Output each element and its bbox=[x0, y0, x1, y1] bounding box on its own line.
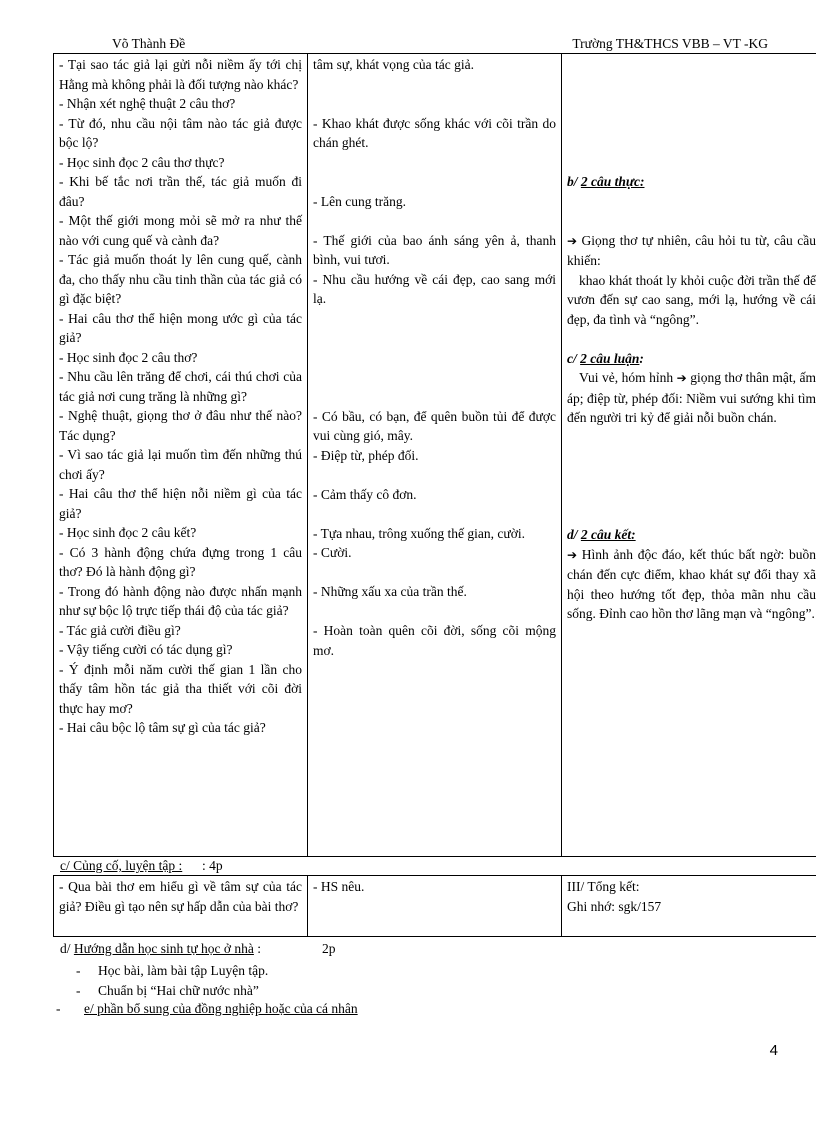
section-d-prefix: d/ bbox=[567, 527, 581, 542]
supplement-label: e/ phần bổ sung của đồng nghiệp hoặc của cá nhân bbox=[84, 1001, 358, 1016]
answer-item: - Điệp từ, phép đối. bbox=[313, 447, 419, 463]
question-item: - Hai câu thơ thể hiện mong ước gì của tác giả? bbox=[59, 310, 302, 345]
homework-time: 2p bbox=[322, 941, 336, 956]
lesson-table bbox=[53, 53, 816, 857]
answer-item: - Có bầu, có bạn, để quên buồn tủi để được vui cùng gió, mây. bbox=[313, 408, 556, 443]
section-d-label: 2 câu kết: bbox=[580, 527, 636, 542]
review-question: - Qua bài thơ em hiểu gì về tâm sự của tác giả? Điều gì tạo nên sự hấp dẫn của bài thơ? bbox=[54, 876, 308, 937]
section-b-label: 2 câu thực: bbox=[580, 174, 645, 189]
list-item: - Chuẩn bị “Hai chữ nước nhà” bbox=[76, 982, 259, 998]
content-column bbox=[562, 54, 816, 857]
section-d-title bbox=[567, 525, 816, 545]
section-c-text bbox=[567, 368, 816, 428]
section-c-text-2: giọng thơ thân mật, ấm áp; điệp từ, phép đối: Niềm vui sướng khi tìm đến người tri kỷ để giải nỗi buồn chán. bbox=[567, 370, 816, 425]
answer-item: - Lên cung trăng. bbox=[313, 193, 406, 209]
question-item: - Nhu cầu lên trăng để chơi, cái thú chơi của tác giả nơi cung trăng là những gì? bbox=[59, 369, 302, 404]
question-item: - Nhận xét nghệ thuật 2 câu thơ? bbox=[59, 96, 236, 111]
list-item: - Học bài, làm bài tập Luyện tập. bbox=[76, 963, 269, 978]
homework-item-text: Chuẩn bị “Hai chữ nước nhà” bbox=[98, 982, 259, 998]
review-summary bbox=[562, 876, 816, 937]
section-b-text bbox=[567, 231, 816, 271]
arrow-icon: ➔ bbox=[567, 547, 578, 562]
section-c-suffix: : bbox=[639, 350, 644, 366]
question-item: - Từ đó, nhu cầu nội tâm nào tác giả được bộc lộ? bbox=[59, 115, 302, 150]
homework-heading bbox=[60, 941, 261, 957]
question-item: - Tác giả cười điều gì? bbox=[59, 622, 181, 638]
answer-item: - Hoàn toàn quên cõi đời, sống cõi mộng mơ. bbox=[313, 623, 556, 658]
cung-co-heading: c/ Củng cố, luyện tập : bbox=[60, 858, 183, 873]
section-d-text-1: Hình ảnh độc đáo, kết thúc bất ngờ: buồn chán đến cực điểm, khao khát sự đổi thay xã hội theo hướng tốt đẹp, thỏa mãn nhu cầu sống. Đỉnh cao hồn thơ lãng mạn và “ngông”. bbox=[567, 546, 816, 621]
page-number: 4 bbox=[769, 1042, 778, 1059]
teacher-questions-column bbox=[54, 54, 308, 857]
section-c-label: 2 câu luận bbox=[580, 350, 640, 366]
answer-item: tâm sự, khát vọng của tác giả. bbox=[313, 57, 475, 72]
review-table bbox=[53, 875, 816, 937]
school-name: Trường TH&THCS VBB – VT -KG bbox=[572, 36, 768, 51]
question-item: - Tác giả muốn thoát ly lên cung quế, cành đa, cho thấy nhu cầu tinh thần của tác giả có gì đặc biệt? bbox=[59, 252, 302, 306]
section-b-title bbox=[567, 172, 816, 192]
arrow-icon: ➔ bbox=[676, 371, 687, 385]
question-item: - Học sinh đọc 2 câu thơ? bbox=[59, 349, 198, 365]
question-item: - Vì sao tác giả lại muốn tìm đến những thú chơi ấy? bbox=[59, 447, 302, 482]
question-item: - Vậy tiếng cười có tác dụng gì? bbox=[59, 642, 233, 657]
homework-prefix: d/ bbox=[60, 941, 74, 956]
homework-colon: : bbox=[253, 941, 262, 956]
author-name: Võ Thành Đề bbox=[112, 36, 186, 51]
homework-label: Hướng dẫn học sinh tự học ở nhà bbox=[73, 941, 254, 956]
cung-co-time: : 4p bbox=[202, 858, 223, 873]
section-c-title bbox=[567, 349, 816, 369]
summary-note: Ghi nhớ: sgk/157 bbox=[567, 898, 662, 914]
summary-title: III/ Tổng kết: bbox=[567, 879, 640, 894]
answer-item: - Thế giới của bao ánh sáng yên ả, thanh bình, vui tươi. bbox=[313, 232, 556, 267]
page-header bbox=[88, 36, 776, 54]
question-item: - Có 3 hành động chứa đựng trong 1 câu thơ? Đó là hành động gì? bbox=[59, 544, 302, 579]
question-item: - Ý định mỗi năm cười thế gian 1 lần cho thấy tâm hồn tác giả tha thiết với cõi đời thực hay mơ? bbox=[59, 661, 302, 716]
answer-item: - Tựa nhau, trông xuống thế gian, cười. bbox=[313, 525, 525, 541]
homework-list bbox=[76, 961, 268, 1000]
question-item: - Khi bế tắc nơi trần thế, tác giả muốn đi đâu? bbox=[59, 174, 302, 209]
question-item: - Trong đó hành động nào được nhấn mạnh như sự bộc lộ trực tiếp thái độ của tác giả? bbox=[59, 583, 302, 618]
answer-item: - Cười. bbox=[313, 545, 352, 560]
section-d-text bbox=[567, 545, 816, 624]
question-item: - Hai câu thơ thể hiện nỗi niềm gì của tác giả? bbox=[59, 486, 302, 521]
question-item: - Một thế giới mong mỏi sẽ mở ra như thế nào với cung quế và cành đa? bbox=[59, 213, 302, 248]
question-item: - Hai câu bộc lộ tâm sự gì của tác giả? bbox=[59, 720, 266, 735]
answer-item: - Nhu cầu hướng về cái đẹp, cao sang mới lạ. bbox=[313, 271, 556, 306]
review-answer: - HS nêu. bbox=[308, 876, 562, 937]
section-c-text-1: Vui vẻ, hóm hỉnh bbox=[579, 370, 677, 385]
arrow-icon: ➔ bbox=[567, 233, 578, 248]
answer-item: - Những xấu xa của trần thế. bbox=[313, 584, 467, 599]
student-answers-column bbox=[308, 54, 562, 857]
section-b-text-2: khao khát thoát ly khỏi cuộc đời trần thế để vươn đến sự cao sang, mới lạ, hướng về cái đẹp, đa tình và “ngông”. bbox=[567, 272, 816, 327]
homework-item-text: Học bài, làm bài tập Luyện tập. bbox=[98, 963, 269, 978]
supplement-dash: - bbox=[56, 1001, 61, 1016]
table-row bbox=[54, 54, 816, 857]
table-row bbox=[54, 876, 816, 937]
supplement-line bbox=[56, 1001, 358, 1017]
section-b-text-1: Giọng thơ tự nhiên, câu hỏi tu từ, câu cầu khiến: bbox=[567, 232, 816, 268]
answer-item: - Cảm thấy cô đơn. bbox=[313, 486, 417, 502]
answer-item: - Khao khát được sống khác với cõi trần do chán ghét. bbox=[313, 115, 556, 150]
question-item: - Học sinh đọc 2 câu thơ thực? bbox=[59, 154, 225, 170]
question-item: - Tại sao tác giả lại gửi nỗi niềm ấy tới chị Hằng mà không phải là đối tượng nào khác? bbox=[59, 57, 302, 92]
section-b-prefix: b/ bbox=[567, 174, 581, 189]
question-item: - Học sinh đọc 2 câu kết? bbox=[59, 525, 197, 540]
question-item: - Nghệ thuật, giọng thơ ở đâu như thế nào? Tác dụng? bbox=[59, 408, 302, 443]
section-c-prefix: c/ bbox=[567, 350, 581, 366]
